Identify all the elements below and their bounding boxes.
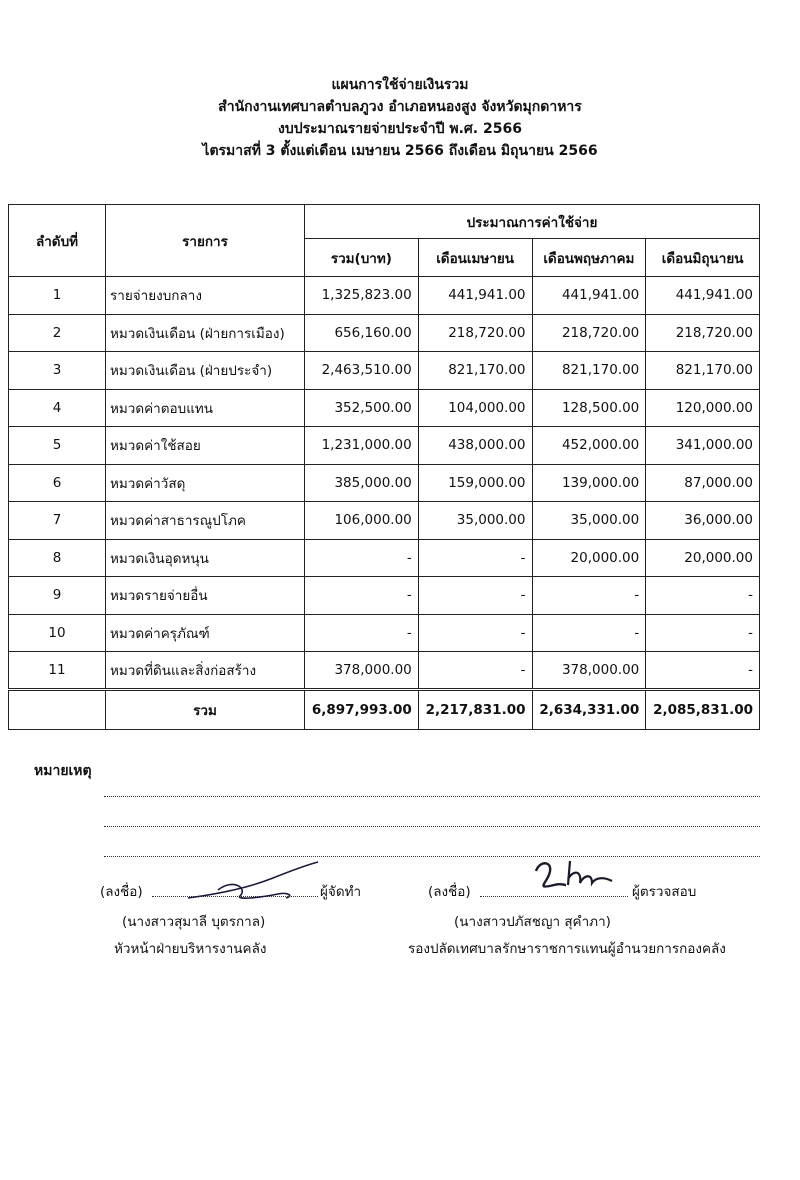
row-no: 4 xyxy=(9,389,106,427)
row-no: 3 xyxy=(9,352,106,390)
row-item: หมวดเงินอุดหนุน xyxy=(106,539,305,577)
left-signer-name: (นางสาวสุมาลี บุตรกาล) xyxy=(122,914,266,930)
row-total: 656,160.00 xyxy=(305,314,419,352)
row-april: 159,000.00 xyxy=(418,464,532,502)
row-may: 441,941.00 xyxy=(532,277,646,315)
table-row xyxy=(9,577,760,615)
table-row xyxy=(9,277,760,315)
row-no: 11 xyxy=(9,652,106,690)
row-april: 35,000.00 xyxy=(418,502,532,540)
notes-title: หมายเหตุ xyxy=(34,763,92,779)
right-signer-position: รองปลัดเทศบาลรักษาราชการแทนผู้อำนวยการกองคลัง xyxy=(408,941,726,957)
table-header-row xyxy=(9,205,760,239)
row-item: รายจ่ายงบกลาง xyxy=(106,277,305,315)
right-sign-role: ผู้ตรวจสอบ xyxy=(632,884,697,900)
table-total-row xyxy=(9,689,760,729)
row-total: - xyxy=(305,614,419,652)
row-total: 385,000.00 xyxy=(305,464,419,502)
row-may: 452,000.00 xyxy=(532,427,646,465)
row-item: หมวดค่าวัสดุ xyxy=(106,464,305,502)
total-sum: 6,897,993.00 xyxy=(305,689,419,729)
left-signer-position: หัวหน้าฝ่ายบริหารงานคลัง xyxy=(114,941,267,957)
row-no: 5 xyxy=(9,427,106,465)
row-april: - xyxy=(418,577,532,615)
total-april: 2,217,831.00 xyxy=(418,689,532,729)
budget-table xyxy=(8,204,760,730)
sub-may-header: เดือนพฤษภาคม xyxy=(532,239,646,277)
table-row xyxy=(9,614,760,652)
row-june: 821,170.00 xyxy=(646,352,760,390)
total-empty-cell xyxy=(9,689,106,729)
table-row xyxy=(9,539,760,577)
table-row xyxy=(9,352,760,390)
row-june: - xyxy=(646,652,760,690)
table-row xyxy=(9,652,760,690)
right-signer-name: (นางสาวปภัสชญา สุคำภา) xyxy=(454,914,611,930)
row-item: หมวดค่าครุภัณฑ์ xyxy=(106,614,305,652)
col-estimate-header: ประมาณการค่าใช้จ่าย xyxy=(305,205,760,239)
document-header xyxy=(0,74,800,162)
notes-line-2 xyxy=(104,826,760,827)
left-sign-role: ผู้จัดทำ xyxy=(320,884,362,900)
row-june: 441,941.00 xyxy=(646,277,760,315)
doc-title: แผนการใช้จ่ายเงินรวม xyxy=(331,77,469,93)
sub-total-header: รวม(บาท) xyxy=(305,239,419,277)
row-june: 120,000.00 xyxy=(646,389,760,427)
table-row xyxy=(9,464,760,502)
col-item-header: รายการ xyxy=(106,205,305,277)
row-item: หมวดเงินเดือน (ฝ่ายประจำ) xyxy=(106,352,305,390)
notes-line-3 xyxy=(104,856,760,857)
doc-quarter: ไตรมาสที่ 3 ตั้งแต่เดือน เมษายน 2566 ถึงเดือน มิถุนายน 2566 xyxy=(202,143,598,159)
row-april: - xyxy=(418,614,532,652)
row-item: หมวดค่าใช้สอย xyxy=(106,427,305,465)
table-row xyxy=(9,427,760,465)
table-row xyxy=(9,502,760,540)
row-item: หมวดรายจ่ายอื่น xyxy=(106,577,305,615)
row-may: 139,000.00 xyxy=(532,464,646,502)
row-june: 20,000.00 xyxy=(646,539,760,577)
row-may: 821,170.00 xyxy=(532,352,646,390)
row-total: 378,000.00 xyxy=(305,652,419,690)
row-june: - xyxy=(646,614,760,652)
row-total: 106,000.00 xyxy=(305,502,419,540)
row-june: 341,000.00 xyxy=(646,427,760,465)
row-june: 87,000.00 xyxy=(646,464,760,502)
row-june: 36,000.00 xyxy=(646,502,760,540)
row-item: หมวดเงินเดือน (ฝ่ายการเมือง) xyxy=(106,314,305,352)
row-april: - xyxy=(418,539,532,577)
table-row xyxy=(9,389,760,427)
row-april: 438,000.00 xyxy=(418,427,532,465)
row-may: 378,000.00 xyxy=(532,652,646,690)
row-item: หมวดค่าสาธารณูปโภค xyxy=(106,502,305,540)
row-total: - xyxy=(305,539,419,577)
row-no: 9 xyxy=(9,577,106,615)
left-signature-image xyxy=(178,858,328,908)
row-total: 2,463,510.00 xyxy=(305,352,419,390)
row-april: 441,941.00 xyxy=(418,277,532,315)
row-may: 20,000.00 xyxy=(532,539,646,577)
row-item: หมวดที่ดินและสิ่งก่อสร้าง xyxy=(106,652,305,690)
row-total: 1,231,000.00 xyxy=(305,427,419,465)
row-no: 1 xyxy=(9,277,106,315)
row-item: หมวดค่าตอบแทน xyxy=(106,389,305,427)
row-no: 6 xyxy=(9,464,106,502)
row-may: - xyxy=(532,614,646,652)
table-row xyxy=(9,314,760,352)
sub-june-header: เดือนมิถุนายน xyxy=(646,239,760,277)
row-no: 8 xyxy=(9,539,106,577)
total-may: 2,634,331.00 xyxy=(532,689,646,729)
sub-april-header: เดือนเมษายน xyxy=(418,239,532,277)
row-may: 218,720.00 xyxy=(532,314,646,352)
right-sign-prefix: (ลงชื่อ) xyxy=(428,884,471,900)
row-total: 1,325,823.00 xyxy=(305,277,419,315)
row-may: - xyxy=(532,577,646,615)
doc-budget-year: งบประมาณรายจ่ายประจำปี พ.ศ. 2566 xyxy=(278,121,522,137)
row-no: 2 xyxy=(9,314,106,352)
right-signature-image xyxy=(530,855,620,895)
row-june: - xyxy=(646,577,760,615)
row-total: - xyxy=(305,577,419,615)
table-body xyxy=(9,277,760,690)
notes-line-1 xyxy=(104,796,760,797)
row-april: - xyxy=(418,652,532,690)
row-june: 218,720.00 xyxy=(646,314,760,352)
total-label: รวม xyxy=(106,689,305,729)
row-may: 128,500.00 xyxy=(532,389,646,427)
row-total: 352,500.00 xyxy=(305,389,419,427)
col-no-header: ลำดับที่ xyxy=(9,205,106,277)
row-no: 7 xyxy=(9,502,106,540)
row-may: 35,000.00 xyxy=(532,502,646,540)
row-no: 10 xyxy=(9,614,106,652)
total-june: 2,085,831.00 xyxy=(646,689,760,729)
row-april: 218,720.00 xyxy=(418,314,532,352)
doc-office: สำนักงานเทศบาลตำบลภูวง อำเภอหนองสูง จังหวัดมุกดาหาร xyxy=(218,99,582,115)
row-april: 104,000.00 xyxy=(418,389,532,427)
row-april: 821,170.00 xyxy=(418,352,532,390)
right-sign-dots xyxy=(480,896,628,897)
left-sign-prefix: (ลงชื่อ) xyxy=(100,884,143,900)
